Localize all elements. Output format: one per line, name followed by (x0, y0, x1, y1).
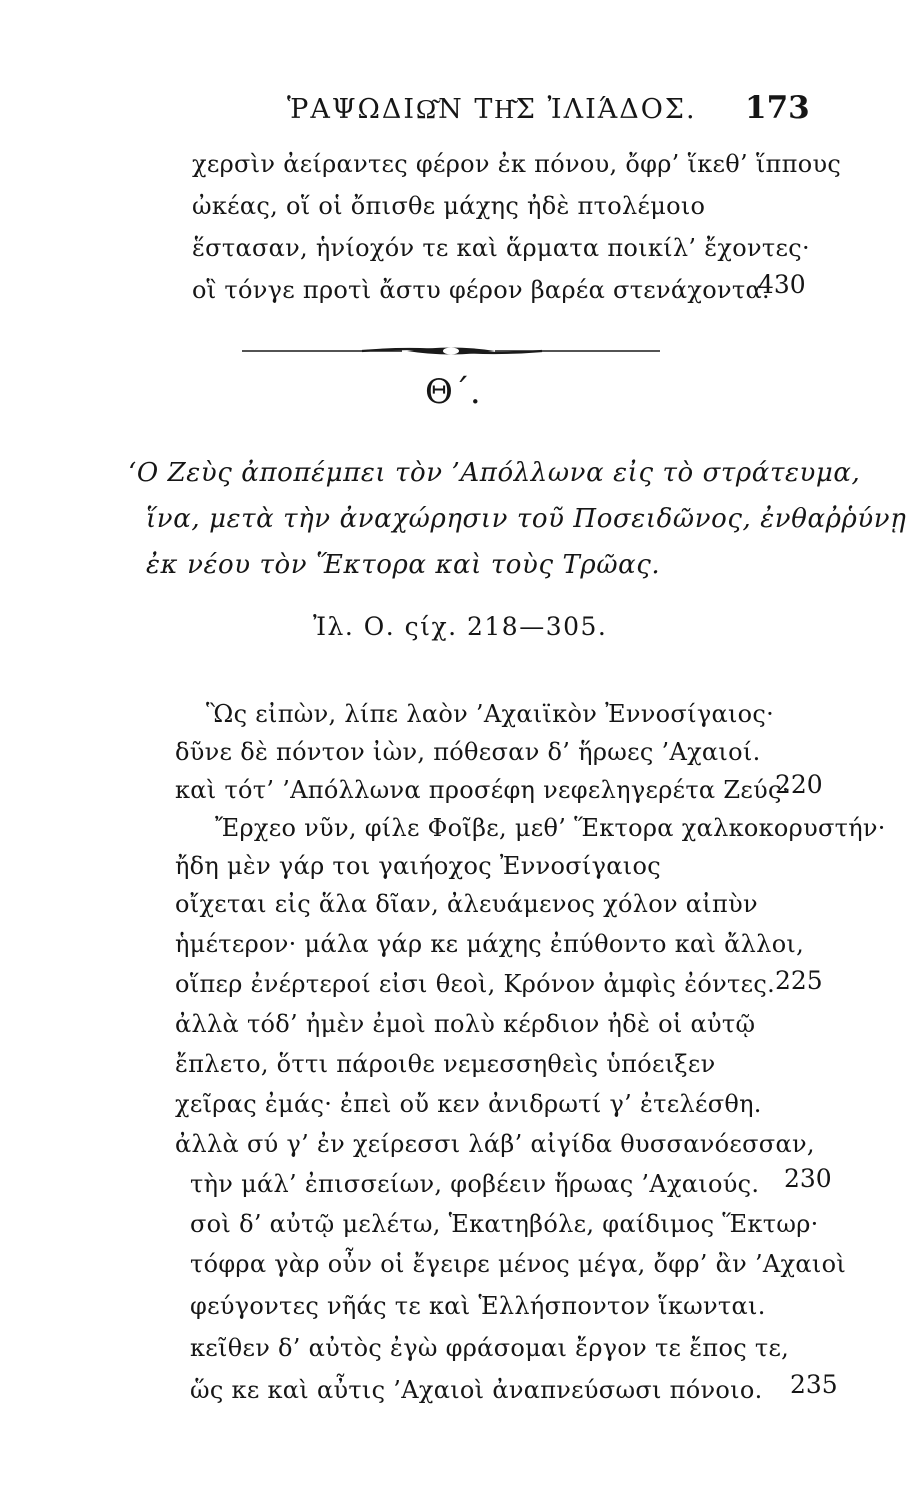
verse-line: οἴχεται εἰς ἅλα δῖαν, ἀλευάμενος χόλον αἰπὺν (175, 890, 758, 918)
verse-line: Ἔρχεο νῦν, φίλε Φοῖβε, μεθ’ Ἕκτορα χαλκοκορυστήν· (215, 814, 886, 842)
verse-line: φεύγοντες νῆάς τε καὶ Ἑλλήσποντον ἵκωνται. (190, 1292, 766, 1320)
verse-line: οἳ τόνγε προτὶ ἄστυ φέρον βαρέα στενάχοντα. (192, 276, 770, 304)
line-number: 220 (775, 770, 823, 799)
running-title: ῬΑΨΩΔΙΩ͂Ν ΤΗ͂Σ ἸΛΙΆΔΟΣ. (287, 94, 697, 125)
verse-line: τὴν μάλ’ ἐπισσείων, φοβέειν ἥρωας ’Αχαιούς. (190, 1170, 760, 1198)
verse-line: ὥς κε καὶ αὖτις ’Αχαιοὶ ἀναπνεύσωσι πόνοιο. (190, 1376, 763, 1404)
summary-line: ἐκ νέου τὸν Ἕκτορα καὶ τοὺς Τρῶας. (146, 550, 661, 580)
line-number: 230 (784, 1164, 832, 1193)
verse-line: σοὶ δ’ αὐτῷ μελέτω, Ἑκατηβόλε, φαίδιμος Ἕκτωρ· (190, 1210, 819, 1238)
verse-line: Ὣς εἰπὼν, λίπε λαὸν ’Αχαιϊκὸν Ἐννοσίγαιος· (206, 700, 775, 728)
verse-line: καὶ τότ’ ’Απόλλωνα προσέφη νεφεληγερέτα Ζεύς· (175, 776, 790, 804)
line-number: 430 (758, 270, 806, 299)
verse-line: ὠκέας, οἵ οἱ ὄπισθε μάχης ἠδὲ πτολέμοιο (192, 192, 706, 220)
verse-line: ἡμέτερον· μάλα γάρ κε μάχης ἐπύθοντο καὶ ἄλλοι, (175, 930, 805, 958)
line-number: 225 (775, 966, 823, 995)
ornamental-divider (242, 345, 660, 357)
line-number: 235 (790, 1370, 838, 1399)
verse-line: δῦνε δὲ πόντον ἰὼν, πόθεσαν δ’ ἥρωες ’Αχαιοί. (175, 738, 761, 766)
verse-line: ἕστασαν, ἡνίοχόν τε καὶ ἅρματα ποικίλ’ ἔχοντες· (192, 234, 810, 262)
verse-line: ἔπλετο, ὅττι πάροιθε νεμεσσηθεὶς ὑπόειξεν (175, 1050, 716, 1078)
book-marker: Θ΄. (425, 372, 481, 412)
page-header (0, 90, 920, 134)
verse-line: ἀλλὰ σύ γ’ ἐν χείρεσσι λάβ’ αἰγίδα θυσσανόεσσαν, (175, 1130, 815, 1158)
summary-line: ‘Ο Ζεὺς ἀποπέμπει τὸν ’Απόλλωνα εἰς τὸ στράτευμα, (128, 458, 861, 488)
verse-line: ἤδη μὲν γάρ τοι γαιήοχος Ἐννοσίγαιος (175, 852, 661, 880)
page-number: 173 (745, 90, 810, 126)
summary-line: ἵνα, μετὰ τὴν ἀναχώρησιν τοῦ Ποσειδῶνος, ἐνθαῤῥύνῃ (146, 504, 907, 534)
verse-line: χερσὶν ἀείραντες φέρον ἐκ πόνου, ὄφρ’ ἵκεθ’ ἵππους (192, 150, 842, 178)
verse-line: τόφρα γὰρ οὖν οἱ ἔγειρε μένος μέγα, ὄφρ’ ἂν ’Αχαιοὶ (190, 1250, 847, 1278)
verse-line: κεῖθεν δ’ αὐτὸς ἐγὼ φράσομαι ἔργον τε ἔπος τε, (190, 1334, 790, 1362)
source-reference: Ἰλ. Ο. ςίχ. 218—305. (313, 612, 608, 641)
verse-line: ἀλλὰ τόδ’ ἠμὲν ἐμοὶ πολὺ κέρδιον ἠδὲ οἱ αὐτῷ (175, 1010, 756, 1038)
verse-line: οἵπερ ἐνέρτεροί εἰσι θεοὶ, Κρόνον ἀμφὶς ἐόντες. (175, 970, 776, 998)
verse-line: χεῖρας ἐμάς· ἐπεὶ οὔ κεν ἀνιδρωτί γ’ ἐτελέσθη. (175, 1090, 762, 1118)
